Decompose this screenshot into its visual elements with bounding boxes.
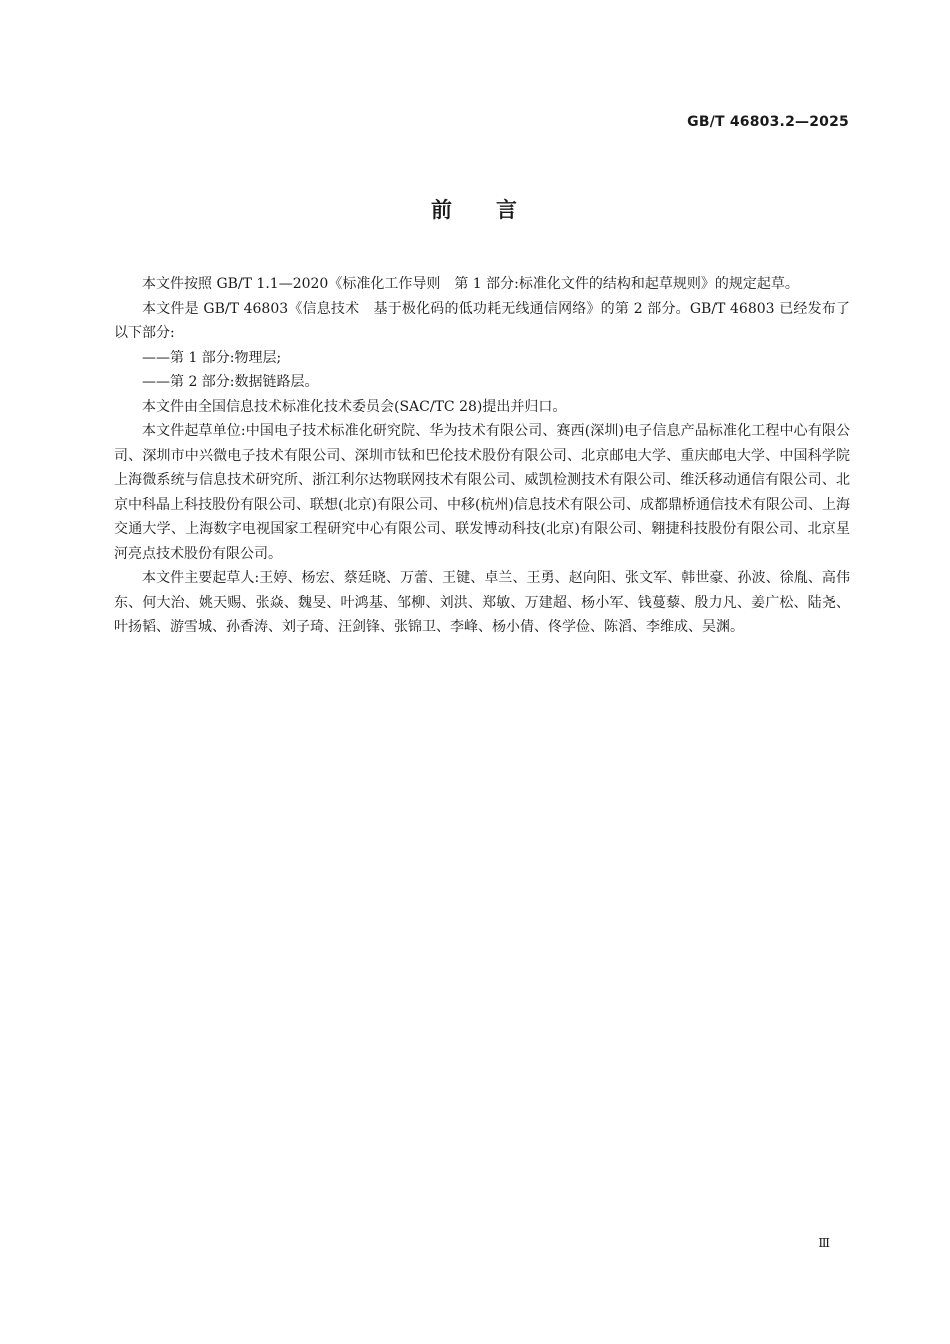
standard-code: GB/T 46803.2—2025 bbox=[687, 114, 849, 130]
page-number: Ⅲ bbox=[818, 1236, 830, 1250]
paragraph-proposer: 本文件由全国信息技术标准化技术委员会(SAC/TC 28)提出并归口。 bbox=[142, 398, 567, 415]
paragraph-drafters: 本文件主要起草人:王婷、杨宏、蔡廷晓、万蕾、王键、卓兰、王勇、赵向阳、张文军、韩世豪、孙波、徐胤、高伟东、何大治、姚天赐、张焱、魏旻、叶鸿基、邹柳、刘洪、郑敏、万建超、杨小军、钱蔓藜、殷力凡、姜广松、陆尧、叶扬韬、游雪城、孙香涛、刘子琦、汪剑锋、张锦卫、李峰、杨小倩、佟学俭、陈滔、李维成、吴渊。 bbox=[114, 570, 850, 635]
foreword-body bbox=[114, 272, 850, 640]
paragraph-drafting-rules: 本文件按照 GB/T 1.1—2020《标准化工作导则 第 1 部分:标准化文件的结构和起草规则》的规定起草。 bbox=[142, 276, 799, 292]
list-item-part-2: ——第 2 部分:数据链路层。 bbox=[142, 374, 319, 390]
title-part-1: 前 bbox=[431, 198, 454, 222]
list-item-part-1: ——第 1 部分:物理层; bbox=[142, 349, 282, 366]
title-part-2: 言 bbox=[496, 198, 519, 222]
page-title bbox=[0, 194, 950, 224]
paragraph-part-intro: 本文件是 GB/T 46803《信息技术 基于极化码的低功耗无线通信网络》的第 2 部分。GB/T 46803 已经发布了以下部分: bbox=[114, 300, 850, 341]
paragraph-drafting-units: 本文件起草单位:中国电子技术标准化研究院、华为技术有限公司、赛西(深圳)电子信息产品标准化工程中心有限公司、深圳市中兴微电子技术有限公司、深圳市钛和巴伦技术股份有限公司、北京邮电大学、重庆邮电大学、中国科学院上海微系统与信息技术研究所、浙江利尔达物联网技术有限公司、威凯检测技术有限公司、维沃移动通信有限公司、北京中科晶上科技股份有限公司、联想(北京)有限公司、中移(杭州)信息技术有限公司、成都鼎桥通信技术有限公司、上海交通大学、上海数字电视国家工程研究中心有限公司、联发博动科技(北京)有限公司、翱捷科技股份有限公司、北京星河亮点技术股份有限公司。 bbox=[114, 423, 850, 562]
